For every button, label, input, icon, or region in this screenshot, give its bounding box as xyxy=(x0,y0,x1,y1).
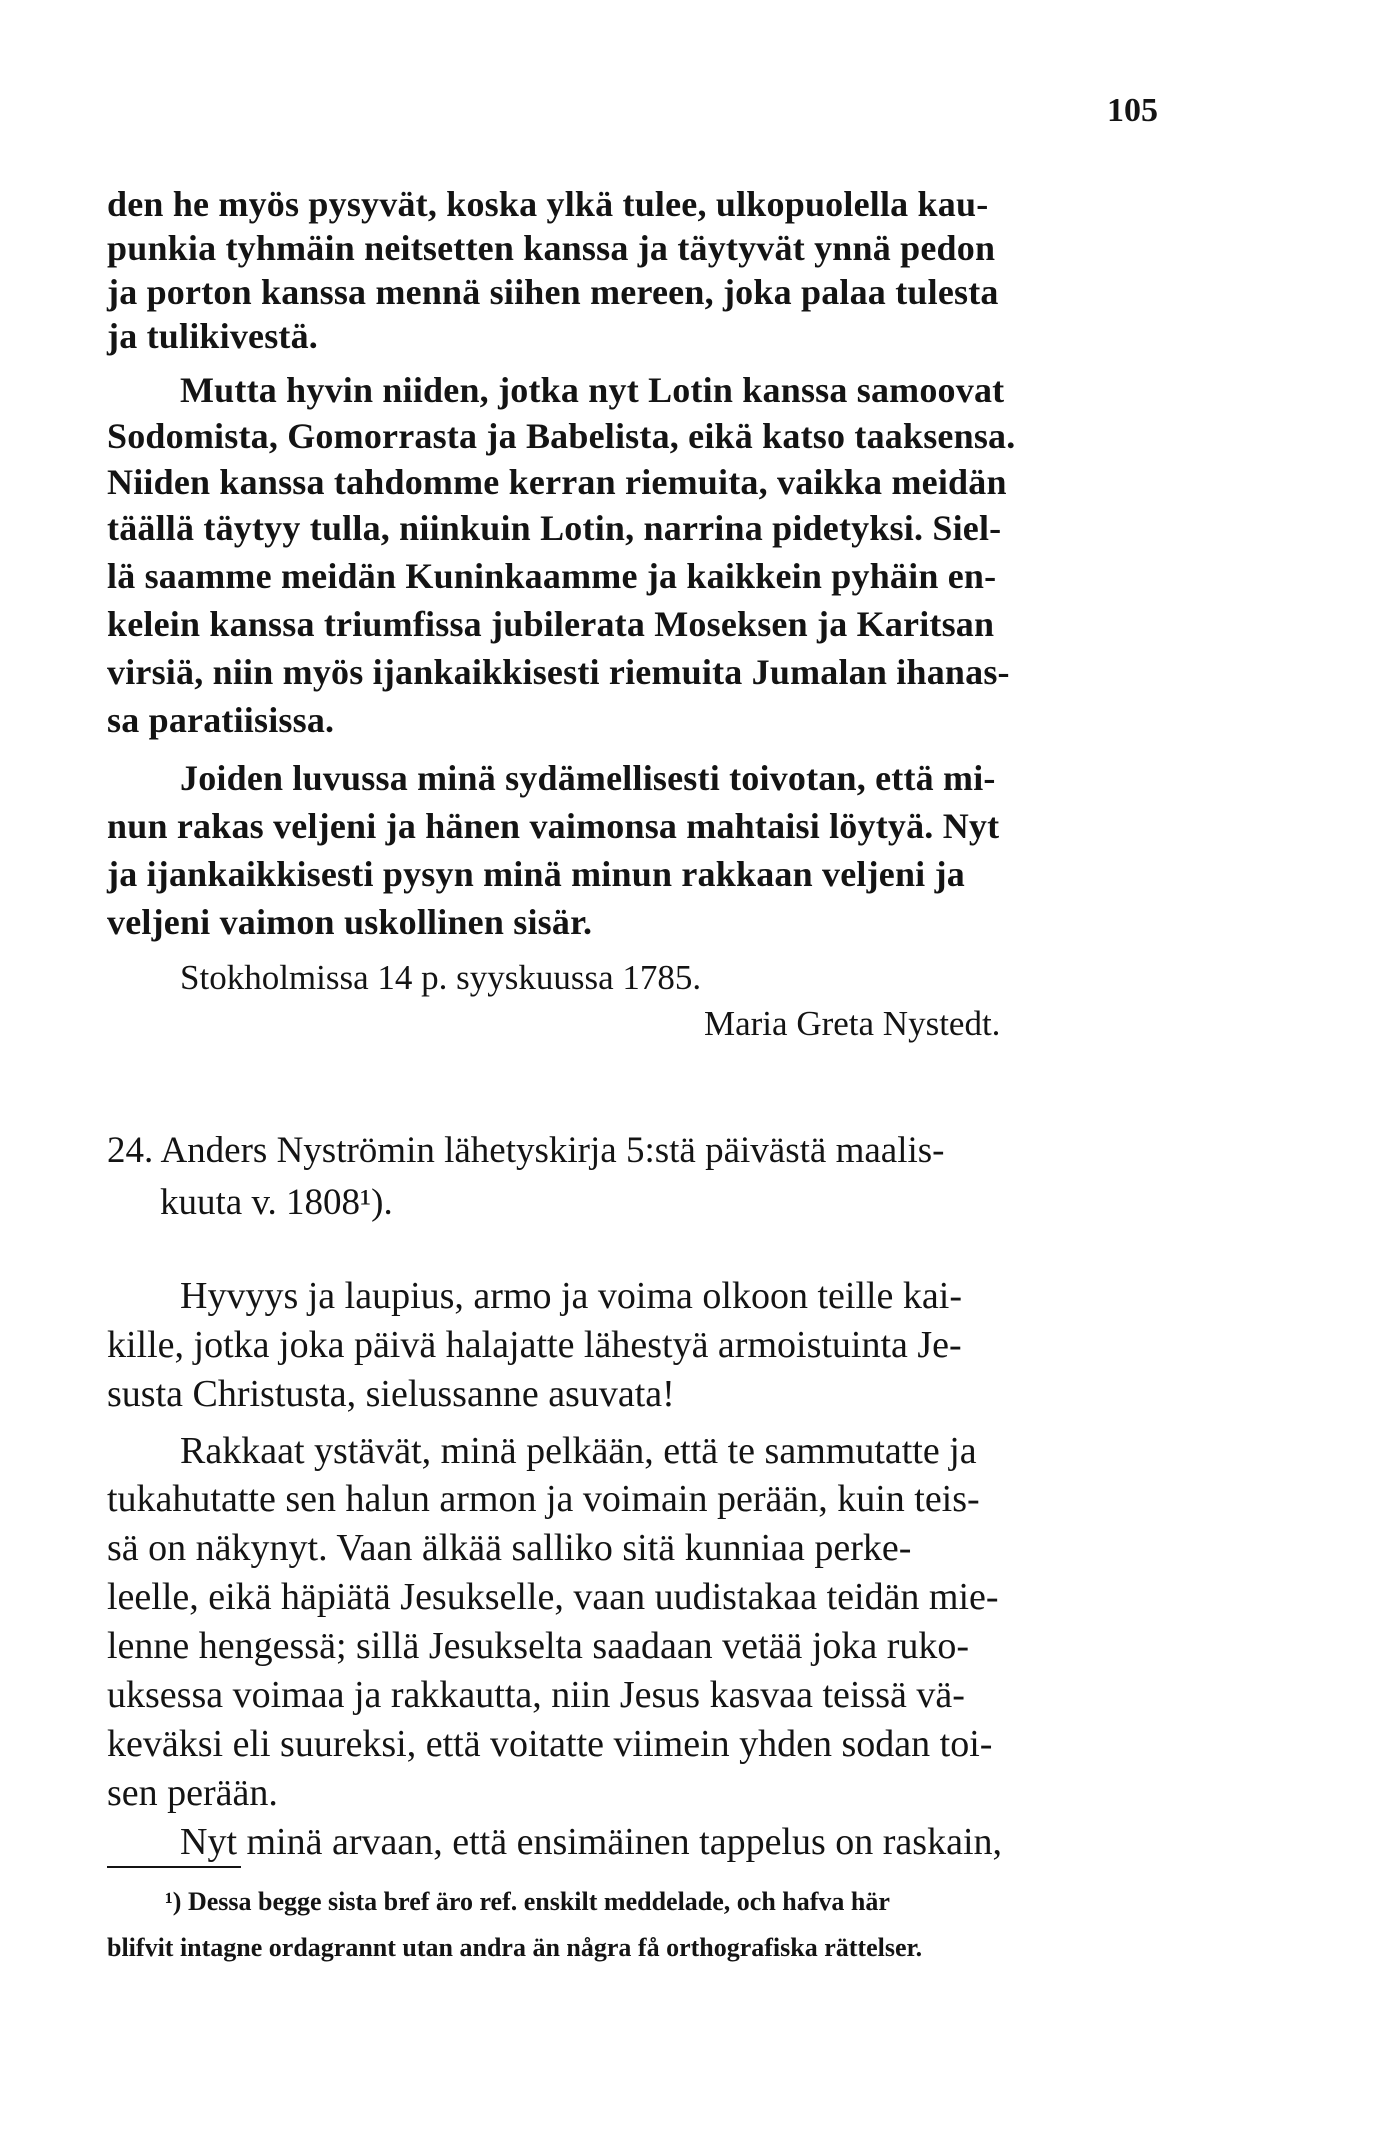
text-line: nun rakas veljeni ja hänen vaimonsa mahtaisi löytyä. Nyt xyxy=(107,806,1000,846)
text-line: ja porton kanssa mennä siihen mereen, joka palaa tulesta xyxy=(107,272,999,312)
heading-text: 24. Anders Nyströmin lähetyskirja 5:stä päivästä maalis- xyxy=(107,1130,945,1171)
text-line: Niiden kanssa tahdomme kerran riemuita, vaikka meidän xyxy=(107,462,1007,502)
text-line: Mutta hyvin niiden, jotka nyt Lotin kanssa samoovat xyxy=(180,370,1005,410)
footnote-line: ¹) Dessa begge sista bref äro ref. enskilt meddelade, och hafva här xyxy=(165,1887,890,1916)
text-line: ja tulikivestä. xyxy=(107,316,319,356)
footnote-divider xyxy=(107,1866,241,1868)
text-line: lä saamme meidän Kuninkaamme ja kaikkein pyhäin en- xyxy=(107,556,997,596)
text-line: susta Christusta, sielussanne asuvata! xyxy=(107,1373,675,1415)
text-line: täällä täytyy tulla, niinkuin Lotin, narrina pidetyksi. Siel- xyxy=(107,508,1002,548)
signature: Maria Greta Nystedt. xyxy=(704,1004,1001,1043)
text-line: leelle, eikä häpiätä Jesukselle, vaan uudistakaa teidän mie- xyxy=(107,1576,999,1618)
heading-line: kuuta v. 1808¹). xyxy=(160,1182,393,1223)
text-line: sen perään. xyxy=(107,1772,278,1814)
text-line: Joiden luvussa minä sydämellisesti toivotan, että mi- xyxy=(180,758,996,798)
text-line: virsiä, niin myös ijankaikkisesti riemuita Jumalan ihanas- xyxy=(107,652,1010,692)
place-date: Stokholmissa 14 p. syyskuussa 1785. xyxy=(180,958,702,997)
text-line: kille, jotka joka päivä halajatte lähestyä armoistuinta Je- xyxy=(107,1324,962,1366)
text-line: ja ijankaikkisesti pysyn minä minun rakkaan veljeni ja xyxy=(107,854,965,894)
text-line: den he myös pysyvät, koska ylkä tulee, ulkopuolella kau- xyxy=(107,184,989,224)
text-line: lenne hengessä; sillä Jesukselta saadaan vetää joka ruko- xyxy=(107,1625,970,1667)
text-line: veljeni vaimon uskollinen sisär. xyxy=(107,902,593,942)
footnote-line: blifvit intagne ordagrannt utan andra än några få orthografiska rättelser. xyxy=(107,1933,923,1962)
text-line: sa paratiisissa. xyxy=(107,700,335,740)
text-line: tukahutatte sen halun armon ja voimain perään, kuin teis- xyxy=(107,1478,980,1520)
text-line: Hyvyys ja laupius, armo ja voima olkoon teille kai- xyxy=(180,1275,963,1317)
text-line: punkia tyhmäin neitsetten kanssa ja täytyvät ynnä pedon xyxy=(107,228,996,268)
text-line: Nyt minä arvaan, että ensimäinen tappelus on raskain, xyxy=(180,1821,1003,1863)
page-number: 105 xyxy=(1107,92,1158,129)
heading-line xyxy=(107,1132,944,1169)
text-line: Sodomista, Gomorrasta ja Babelista, eikä katso taaksensa. xyxy=(107,416,1016,456)
text-line: uksessa voimaa ja rakkautta, niin Jesus kasvaa teissä vä- xyxy=(107,1674,965,1716)
text-line: sä on näkynyt. Vaan älkää salliko sitä kunniaa perke- xyxy=(107,1527,912,1569)
text-line: kelein kanssa triumfissa jubilerata Moseksen ja Karitsan xyxy=(107,604,995,644)
text-line: Rakkaat ystävät, minä pelkään, että te sammutatte ja xyxy=(180,1430,977,1472)
text-line: keväksi eli suureksi, että voitatte viimein yhden sodan toi- xyxy=(107,1723,993,1765)
